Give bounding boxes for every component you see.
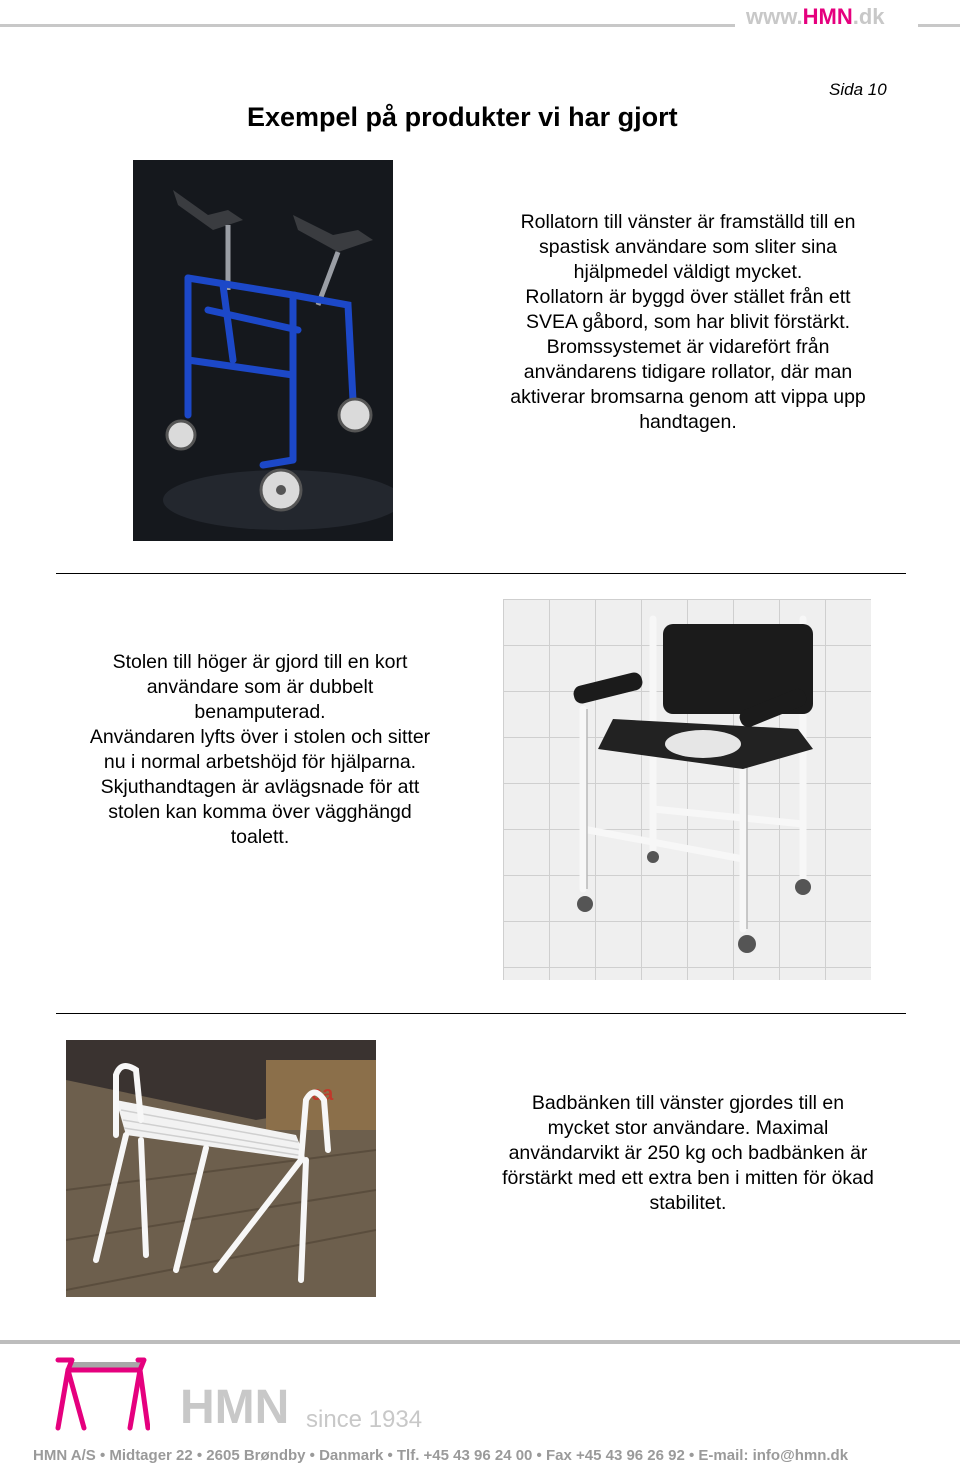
text-line: nu i normal arbetshöjd för hjälparna. — [103, 751, 417, 773]
text-line: användarens tidigare rollator, där man — [523, 361, 853, 383]
text-line: Bromssystemet är vidarefört från — [546, 336, 830, 358]
text-line: användare som är dubbelt — [146, 676, 374, 698]
footer-rule — [0, 1340, 960, 1344]
text-line: spastisk användare som sliter sina — [538, 236, 838, 258]
text-line: mycket stor användare. Maximal — [547, 1117, 829, 1139]
footer-address: HMN A/S • Midtager 22 • 2605 Brøndby • Danmark • Tlf. +45 43 96 24 00 • Fax +45 43 96 26 92 • E-mail: info@hmn.dk — [33, 1447, 849, 1464]
text-line: aktiverar bromsarna genom att vippa upp — [510, 386, 866, 408]
text-line: Skjuthandtagen är avlägsnade för att — [100, 776, 420, 798]
section-divider — [56, 573, 906, 574]
site-url[interactable]: www.HMN.dk — [746, 4, 885, 29]
page-title: Exempel på produkter vi har gjort — [247, 102, 678, 132]
text-line: stabilitet. — [649, 1192, 727, 1214]
footer-brand: HMN — [180, 1381, 290, 1434]
text-line: stolen kan komma över vägghängd — [108, 801, 412, 823]
section-divider — [56, 1013, 906, 1014]
text-line: SVEA gåbord, som har blivit förstärkt. — [525, 311, 851, 333]
text-line: benamputerad. — [194, 701, 326, 723]
svg-text:ca: ca — [311, 1083, 334, 1105]
text-line: Stolen till höger är gjord till en kort — [112, 651, 408, 673]
text-line: handtagen. — [639, 411, 737, 433]
bath-bench-photo — [66, 1040, 376, 1297]
text-line: hjälpmedel väldigt mycket. — [573, 261, 803, 283]
header-rule-right — [918, 24, 960, 27]
header-rule-left — [0, 24, 735, 27]
chair-description — [66, 650, 454, 850]
text-line: toalett. — [230, 826, 290, 848]
text-line: Rollatorn är byggd över stället från ett — [525, 286, 851, 308]
text-line: Badbänken till vänster gjordes till en — [531, 1092, 845, 1114]
text-line: förstärkt med ett extra ben i mitten för ökad — [502, 1167, 874, 1189]
shower-chair-photo — [503, 599, 871, 980]
text-line: Användaren lyfts över i stolen och sitter — [89, 726, 431, 748]
page-number: Sida 10 — [829, 80, 887, 99]
footer-since: since 1934 — [306, 1406, 423, 1433]
rollator-photo — [133, 160, 393, 541]
text-line: användarvikt är 250 kg och badbänken är — [508, 1142, 868, 1164]
bench-logo-icon — [54, 1356, 150, 1432]
bench-description — [474, 1091, 902, 1216]
rollator-description — [474, 210, 902, 435]
text-line: Rollatorn till vänster är framställd till en — [520, 211, 856, 233]
